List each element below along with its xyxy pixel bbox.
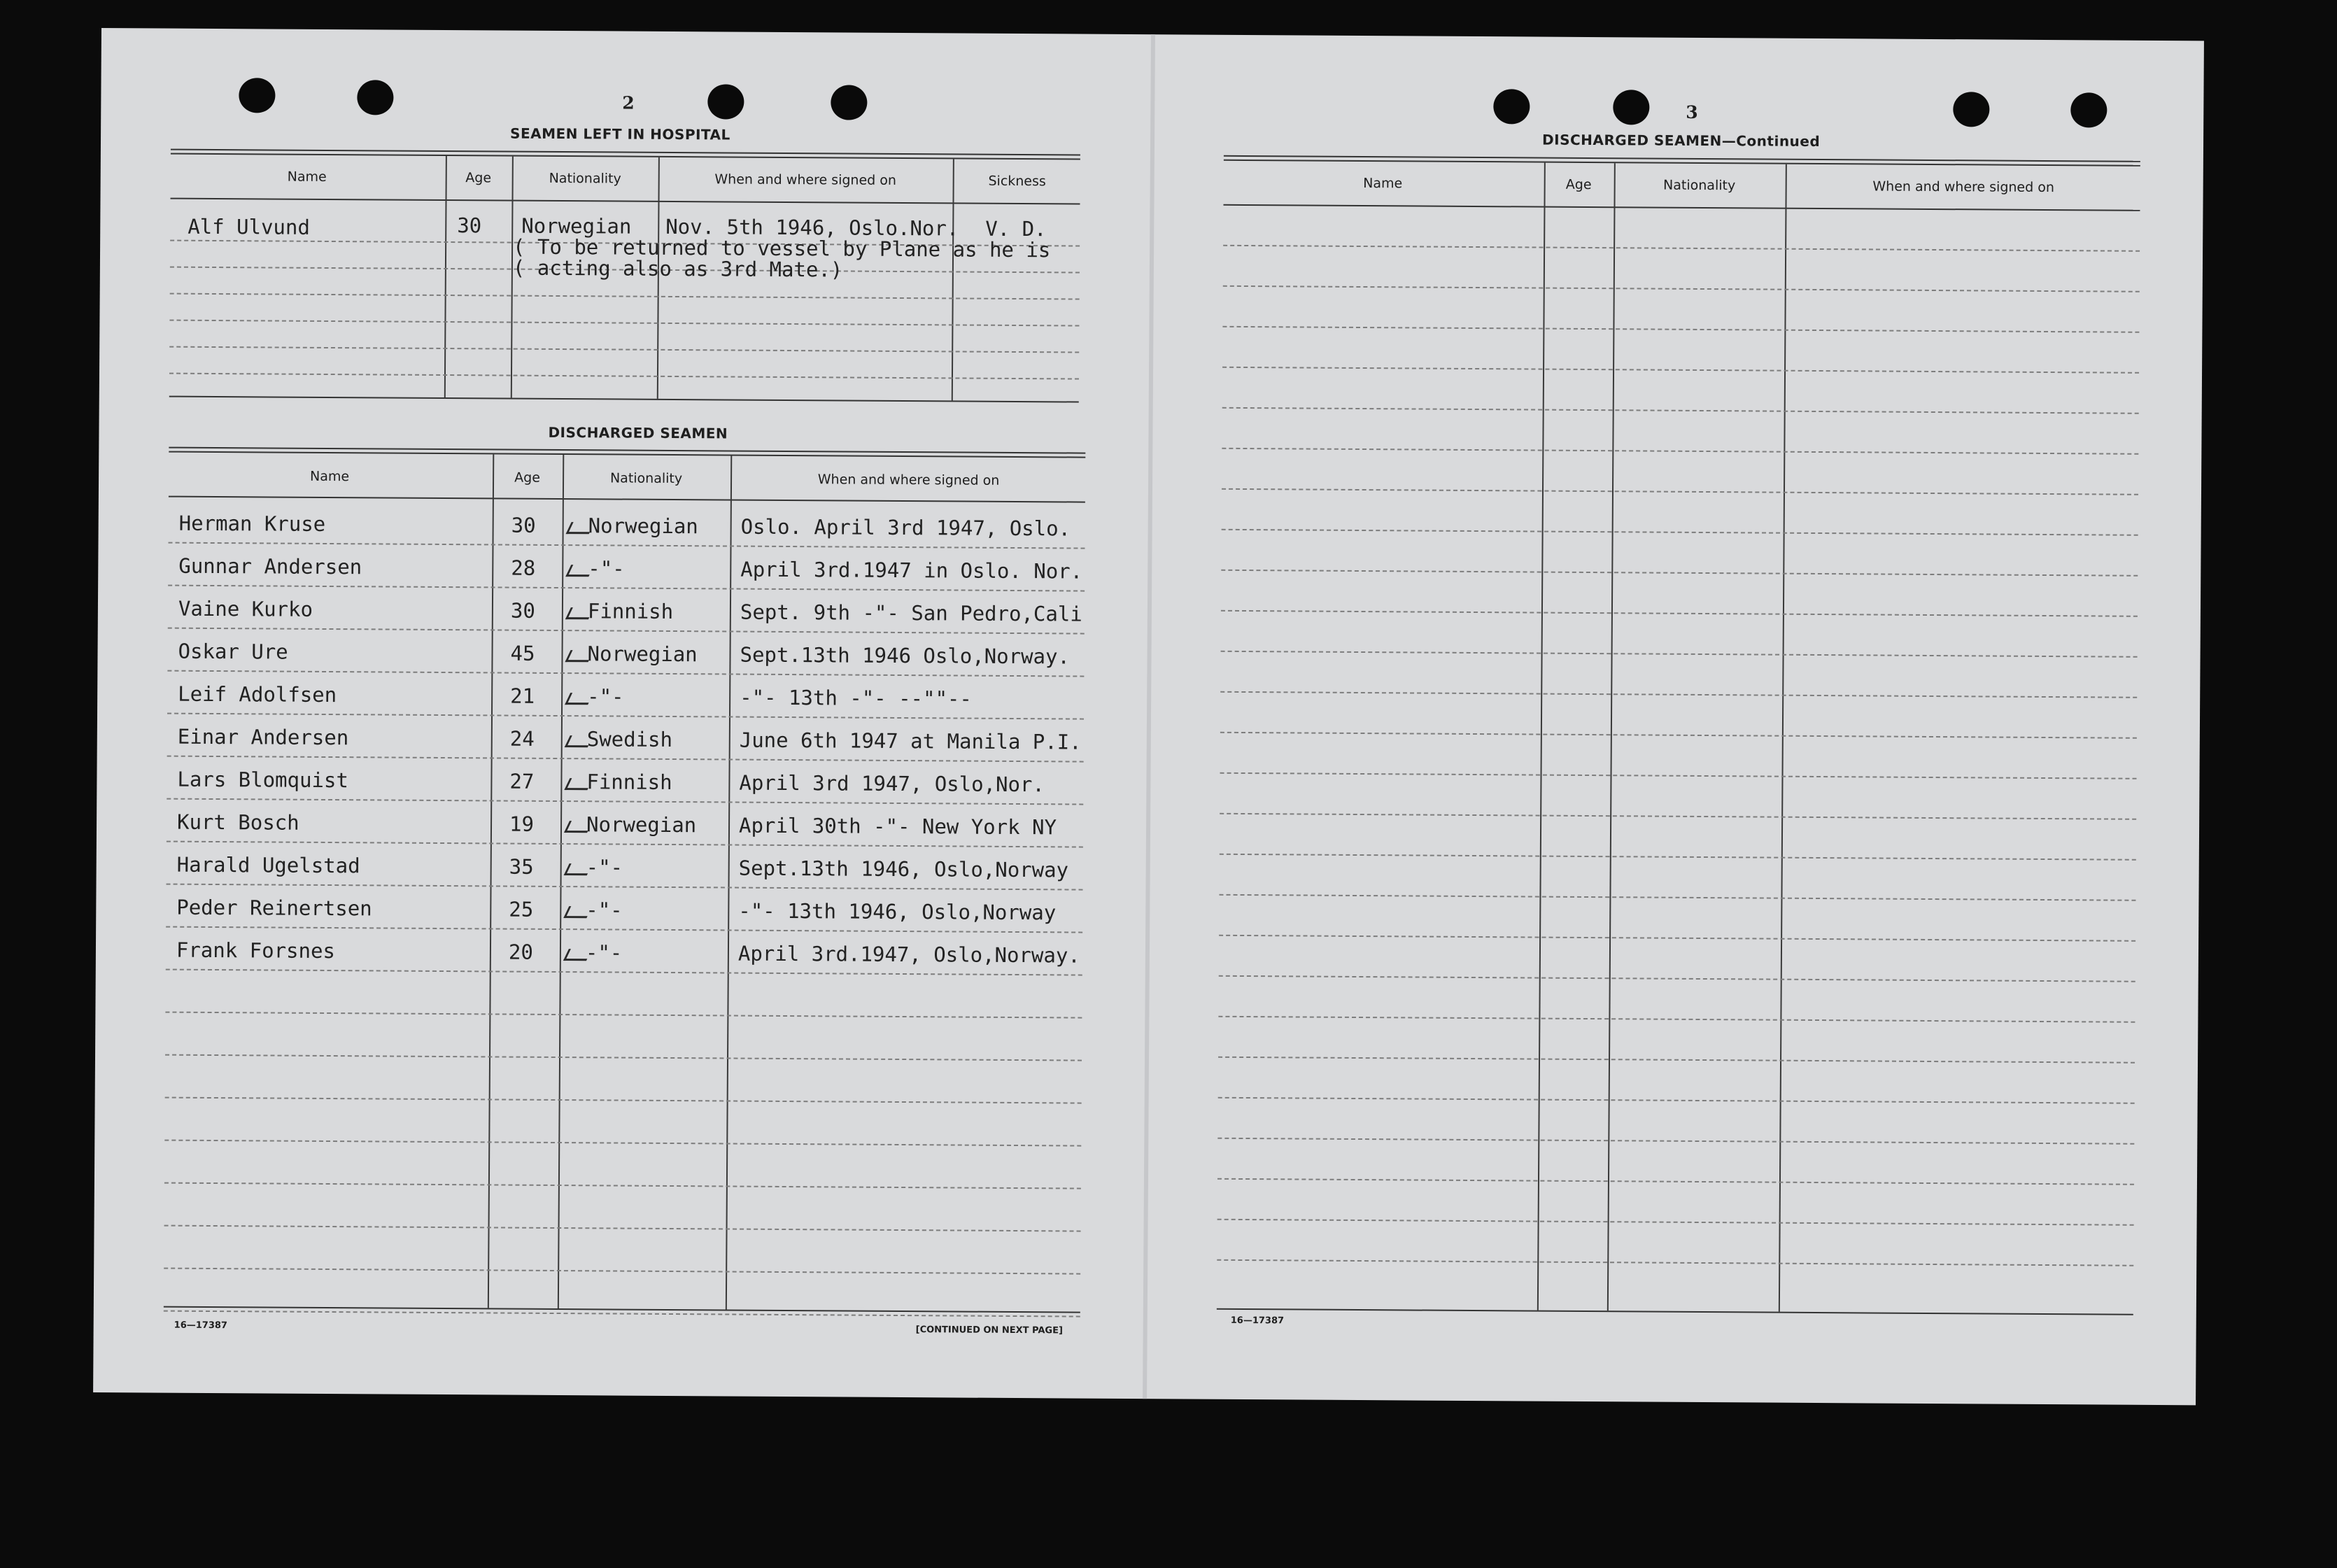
discharged-age: 20 [508,940,533,964]
ruled-line [168,628,1085,635]
discharged-age: 28 [511,556,536,580]
hospital-header-age: Age [465,170,492,186]
ruled-line [1222,326,2139,333]
ruled-line [170,293,1080,300]
discharged-age: 45 [510,641,535,665]
hospital-header-nationality: Nationality [549,170,621,187]
continued-header-age: Age [1565,176,1592,193]
discharged-age: 25 [509,897,534,921]
ruled-line [1221,651,2138,658]
column-divider [952,159,954,400]
ruled-line [1217,1219,2134,1226]
ruled-line [1218,1016,2135,1023]
ruled-line [166,926,1082,933]
discharged-signed-on: April 3rd.1947 in Oslo. Nor. [740,557,1083,584]
discharged-name: Harald Ugelstad [176,852,360,878]
rule [169,396,1079,403]
discharged-signed-on: Sept.13th 1946, Oslo,Norway [738,856,1069,882]
discharged-name: Peder Reinertsen [176,895,372,921]
discharged-name: Leif Adolfsen [178,681,337,707]
column-divider [558,455,564,1308]
ruled-line [165,1054,1082,1061]
ruled-line [1220,732,2137,739]
punch-hole [707,84,744,119]
discharged-nationality: Norwegian [588,514,698,539]
ruled-line [1219,935,2135,942]
ruled-line [1222,529,2138,536]
continued-header-name: Name [1363,176,1403,192]
discharged-signed-on: April 3rd.1947, Oslo,Norway. [737,941,1080,968]
page-fold [1143,34,1155,1399]
ruled-line [165,1012,1082,1019]
ruled-line [167,841,1083,848]
discharged-nationality: Finnish [586,770,672,795]
rule [1223,204,2140,211]
ruled-line [1222,488,2138,495]
ruled-line [1219,894,2135,901]
ruled-line [167,798,1083,805]
discharged-age: 21 [510,684,535,708]
discharged-name: Einar Andersen [177,724,349,750]
column-divider [444,156,447,397]
page-number: 3 [1686,101,1698,122]
ruled-line [1219,975,2135,982]
ruled-line [1223,285,2140,292]
rule [169,496,1085,503]
hospital-header-signed-on: When and where signed on [714,171,897,188]
discharged-signed-on: April 30th -"- New York NY [738,813,1057,840]
ruled-line [169,542,1085,549]
punch-hole [1613,90,1649,125]
discharged-nationality: Norwegian [587,642,698,667]
ruled-line [167,884,1083,891]
ruled-line [169,373,1079,380]
discharged-age: 19 [509,812,535,836]
ruled-line [164,1140,1081,1147]
ruled-line [166,969,1082,976]
column-divider [726,456,732,1310]
hospital-note-line1: ( To be returned to vessel by Plane as he is [512,234,1051,262]
continued-header-nationality: Nationality [1663,177,1736,194]
discharged-name: Gunnar Andersen [178,553,362,579]
ruled-line [167,756,1084,763]
ruled-line [167,670,1084,677]
ruled-line [1218,1057,2135,1064]
discharged-header-age: Age [514,469,541,486]
discharged-age: 30 [511,513,536,537]
discharged-nationality: -"- [587,684,624,709]
rule [1217,1308,2133,1315]
ruled-line [1220,854,2136,861]
column-divider [488,454,494,1308]
discharged-age: 27 [509,769,535,793]
column-divider [1779,164,1787,1312]
discharged-nationality: -"- [586,855,623,880]
ruled-line [1220,772,2137,779]
discharged-name: Kurt Bosch [176,810,299,835]
form-number: 16—17387 [174,1320,228,1332]
punch-hole [2070,92,2107,127]
ruled-line [164,1182,1081,1189]
discharged-age: 30 [510,598,535,623]
ruled-line [165,1097,1082,1104]
ruled-line [1223,245,2140,252]
ruled-line [169,320,1079,327]
document-sheet [93,28,2204,1405]
hospital-header-name: Name [287,169,327,185]
punch-hole [831,85,867,120]
discharged-section-title: DISCHARGED SEAMEN [548,423,728,442]
discharged-age: 35 [509,854,534,879]
discharged-nationality: Swedish [586,727,673,752]
discharged-signed-on: Oslo. April 3rd 1947, Oslo. [740,514,1071,541]
punch-hole [1493,89,1530,124]
discharged-signed-on: June 6th 1947 at Manila P.I. [739,728,1082,754]
discharged-age: 24 [509,726,535,751]
ruled-line [1218,1097,2135,1104]
discharged-name: Vaine Kurko [178,596,313,621]
rule [171,198,1080,205]
hospital-section-title: SEAMEN LEFT IN HOSPITAL [510,125,730,143]
discharged-continued-title: DISCHARGED SEAMEN—Continued [1541,131,1821,150]
column-divider [1607,163,1616,1311]
discharged-nationality: -"- [585,940,623,965]
discharged-nationality: -"- [586,898,623,922]
discharged-header-nationality: Nationality [609,470,683,487]
discharged-name: Oskar Ure [178,639,288,664]
discharged-nationality: -"- [588,556,625,581]
discharged-nationality: Finnish [587,599,674,624]
ruled-line [1220,691,2137,698]
ruled-line [1222,407,2139,414]
discharged-header-signed-on: When and where signed on [817,472,1000,488]
hospital-signed-on: Nov. 5th 1946, Oslo.Nor. [665,214,959,241]
discharged-name: Frank Forsnes [176,938,336,963]
ruled-line [164,1268,1080,1275]
discharged-nationality: Norwegian [586,812,697,838]
hospital-sickness: V. D. [985,216,1047,241]
punch-hole [1953,92,1989,127]
ruled-line [167,713,1084,720]
continued-note: [CONTINUED ON NEXT PAGE] [915,1325,1063,1336]
ruled-line [1222,448,2138,455]
continued-header-signed-on: When and where signed on [1872,178,2054,196]
discharged-header-name: Name [309,468,350,485]
discharged-signed-on: April 3rd 1947, Oslo,Nor. [739,770,1045,797]
discharged-name: Herman Kruse [178,511,326,536]
ruled-line [1221,570,2138,577]
ruled-line [1217,1178,2134,1185]
ruled-line [1222,367,2139,374]
ruled-line [1220,813,2136,820]
hospital-name: Alf Ulvund [188,214,310,239]
discharged-name: Lars Blomquist [177,767,348,793]
ruled-line [164,1225,1081,1232]
discharged-signed-on: Sept. 9th -"- San Pedro,Cali [740,600,1082,626]
hospital-nationality: Norwegian [521,213,632,239]
ruled-line [1217,1138,2134,1145]
form-number: 16—17387 [1230,1315,1285,1327]
punch-hole [239,78,275,113]
ruled-line [168,585,1085,592]
discharged-signed-on: Sept.13th 1946 Oslo,Norway. [740,642,1071,669]
column-divider [1537,163,1546,1311]
page-number: 2 [622,92,635,113]
hospital-header-sickness: Sickness [988,173,1046,190]
punch-hole [357,80,393,115]
discharged-signed-on: -"- 13th 1946, Oslo,Norway [738,898,1057,925]
discharged-signed-on: -"- 13th -"- --""-- [740,685,973,711]
hospital-age: 30 [457,213,482,238]
hospital-note-line2: ( acting also as 3rd Mate.) [512,255,843,282]
ruled-line [169,346,1079,353]
ruled-line [1217,1259,2133,1266]
ruled-line [1221,610,2138,617]
